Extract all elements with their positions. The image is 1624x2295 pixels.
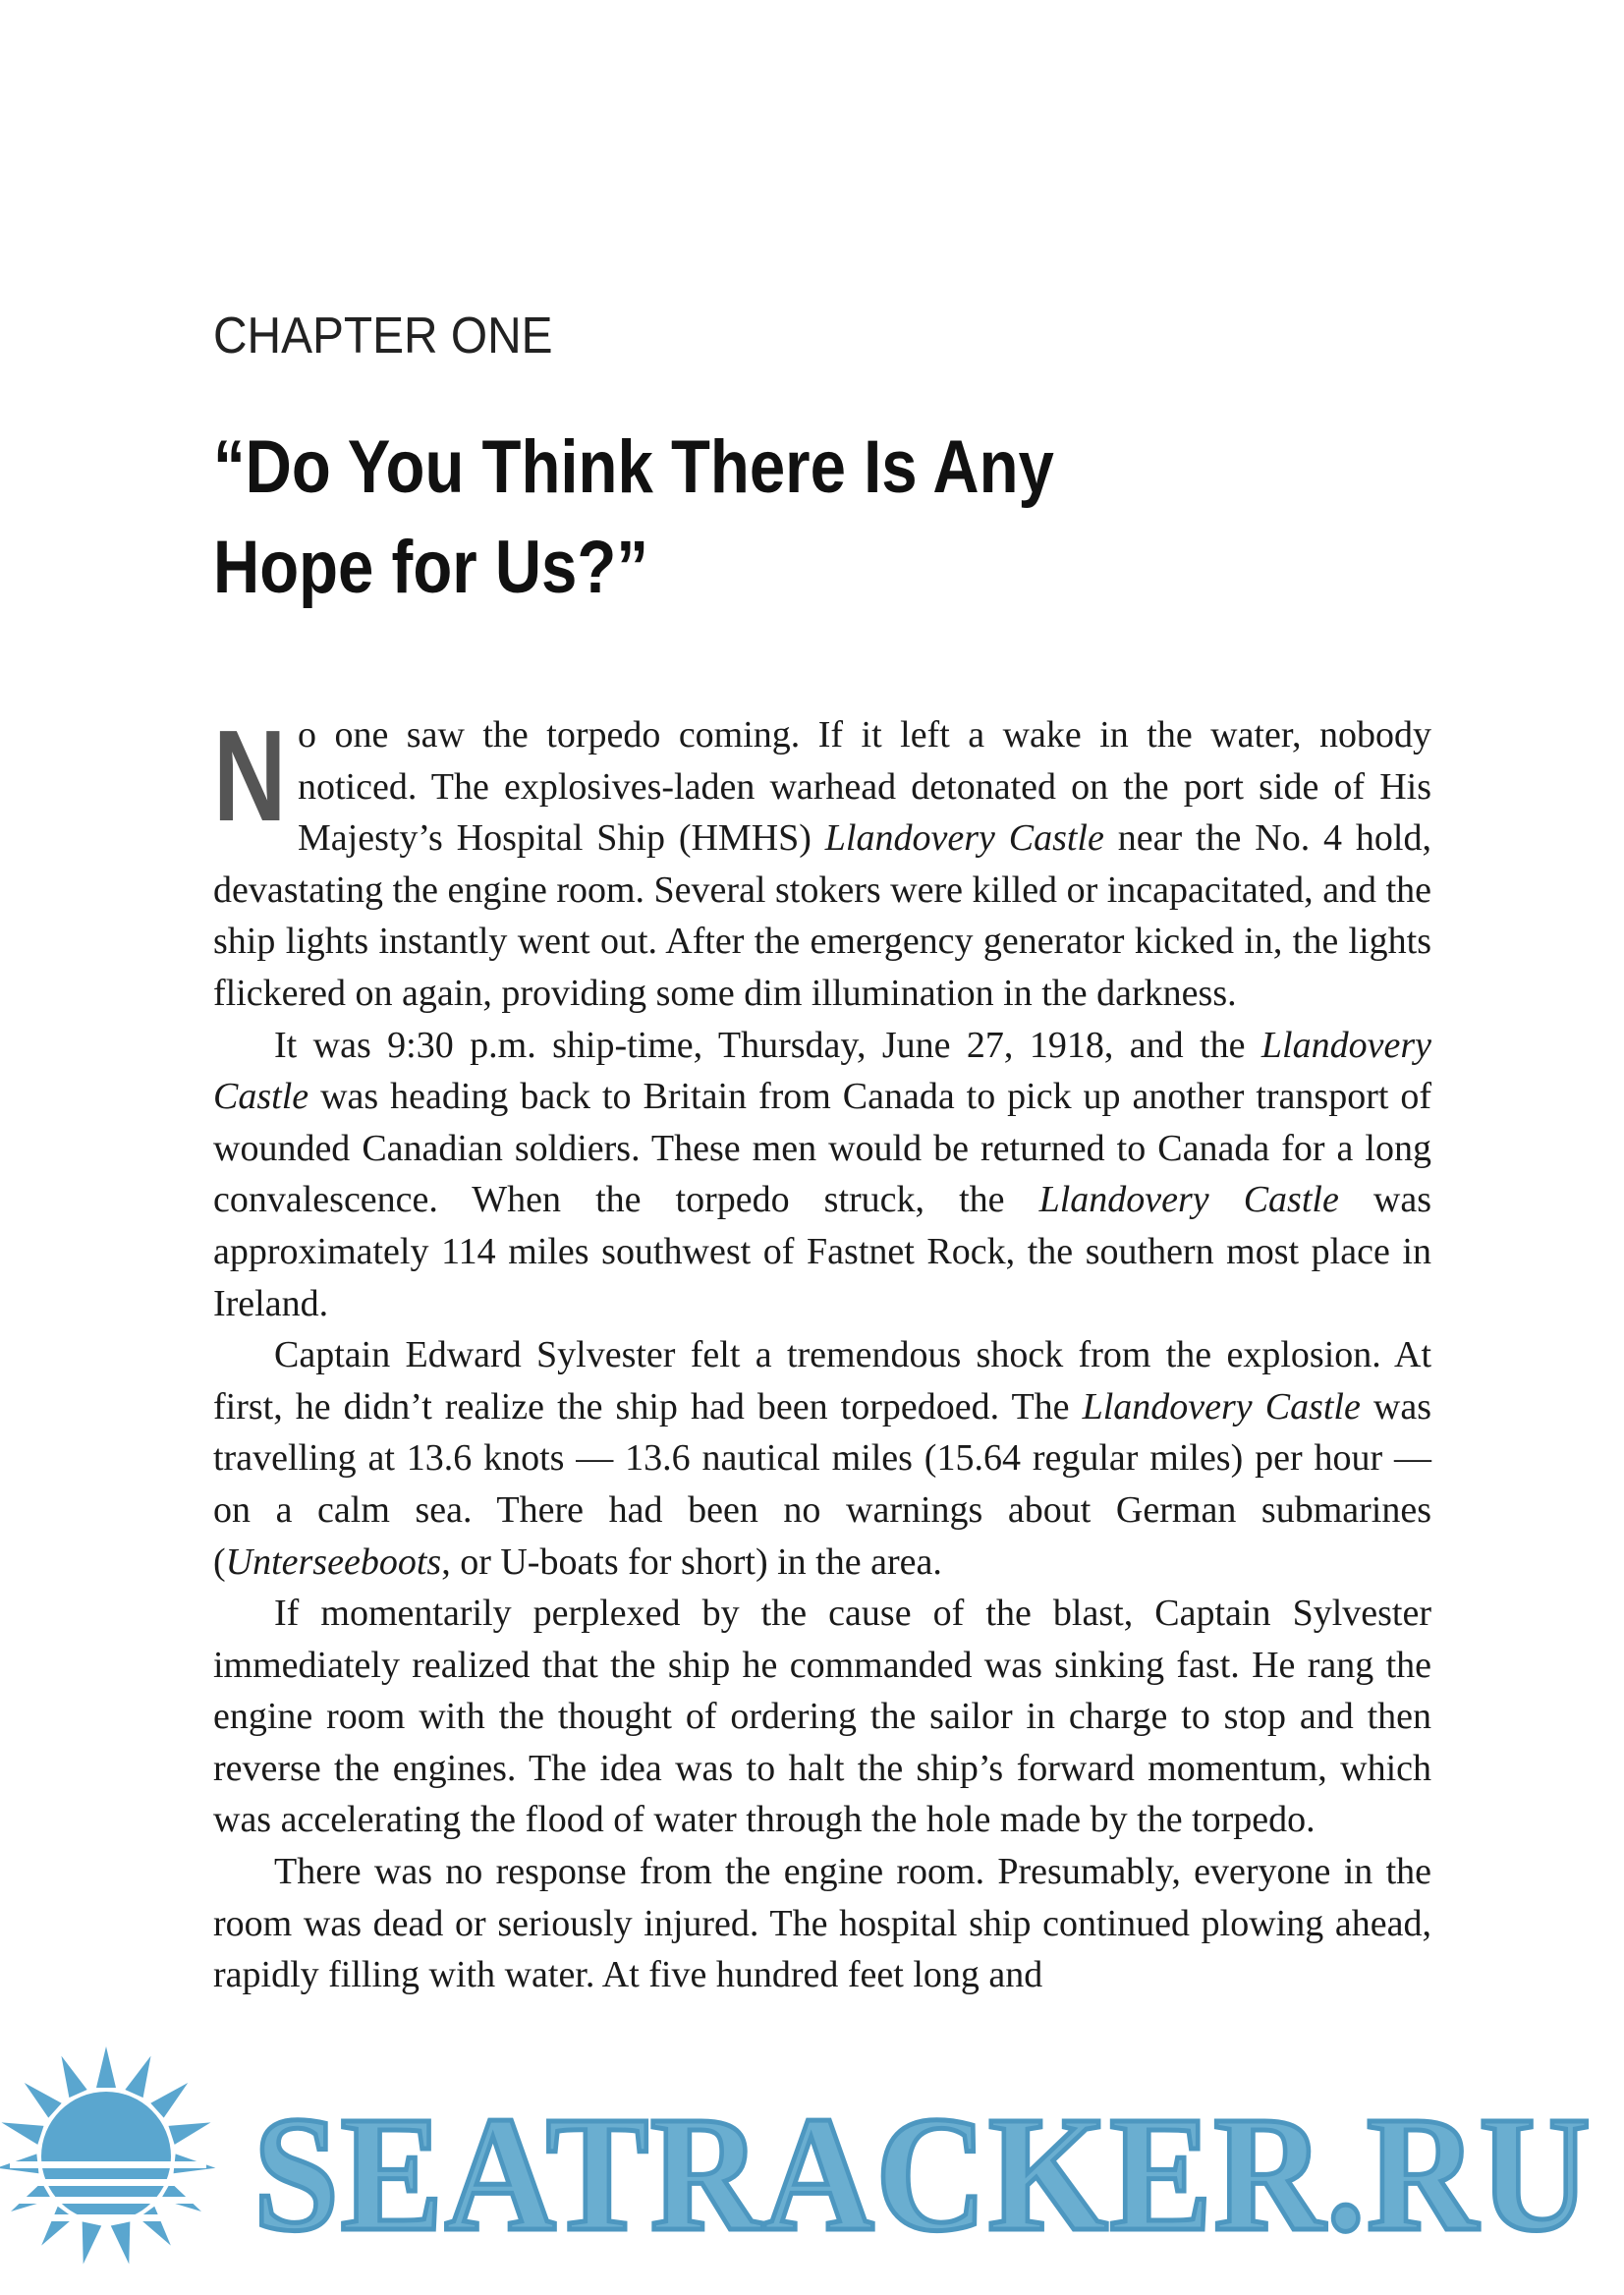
drop-cap: N	[213, 703, 287, 848]
paragraph-5: There was no response from the engine room. Presumably, everyone in the room was dead or seriously injured. The hospital ship continued plowing ahead, rapidly filling with water. At five hundred feet long and	[213, 1851, 1431, 1996]
paragraph-1: No one saw the torpedo coming. If it left a wake in the water, nobody noticed. The explosives-laden warhead detonated on the port side of His Majesty’s Hospital Ship (HMHS) Llandovery Castle near the No. 4 hold, devastating the engine room. Several stokers were killed or incapacitated, and the ship lights instantly went out. After the emergency generator kicked in, the lights flickered on again, providing some dim illumination in the darkness.	[213, 703, 1431, 1014]
paragraph-4: If momentarily perplexed by the cause of the blast, Captain Sylvester immediately realized that the ship he commanded was sinking fast. He rang the engine room with the thought of ordering the sailor in charge to stop and then reverse the engines. The idea was to halt the ship’s forward momentum, which was accelerating the flood of water through the hole made by the torpedo.	[213, 1593, 1431, 1841]
watermark-text: SEATRACKER.RU	[253, 2083, 1593, 2266]
paragraph-3: Captain Edward Sylvester felt a tremendous shock from the explosion. At first, he didn’t realize the ship had been torpedoed. The Llandovery Castle was travelling at 13.6 knots — 13.6 nautical miles (15.64 regular miles) per hour — on a calm sea. There had been no warnings about German submarines (Unterseeboots, or U-boats for short) in the area.	[213, 1334, 1431, 1583]
paragraph-2: It was 9:30 p.m. ship-time, Thursday, June 27, 1918, and the Llandovery Castle was heading back to Britain from Canada to pick up another transport of wounded Canadian soldiers. These men would be returned to Canada for a long convalescence. When the torpedo struck, the Llandovery Castle was approximately 114 miles southwest of Fastnet Rock, the southern most place in Ireland.	[213, 1024, 1431, 1324]
body-text	[213, 703, 1431, 2001]
sun-icon	[0, 2014, 255, 2295]
chapter-title: “Do You Think There Is Any Hope for Us?”	[213, 425, 1054, 609]
chapter-label: CHAPTER ONE	[213, 308, 553, 364]
